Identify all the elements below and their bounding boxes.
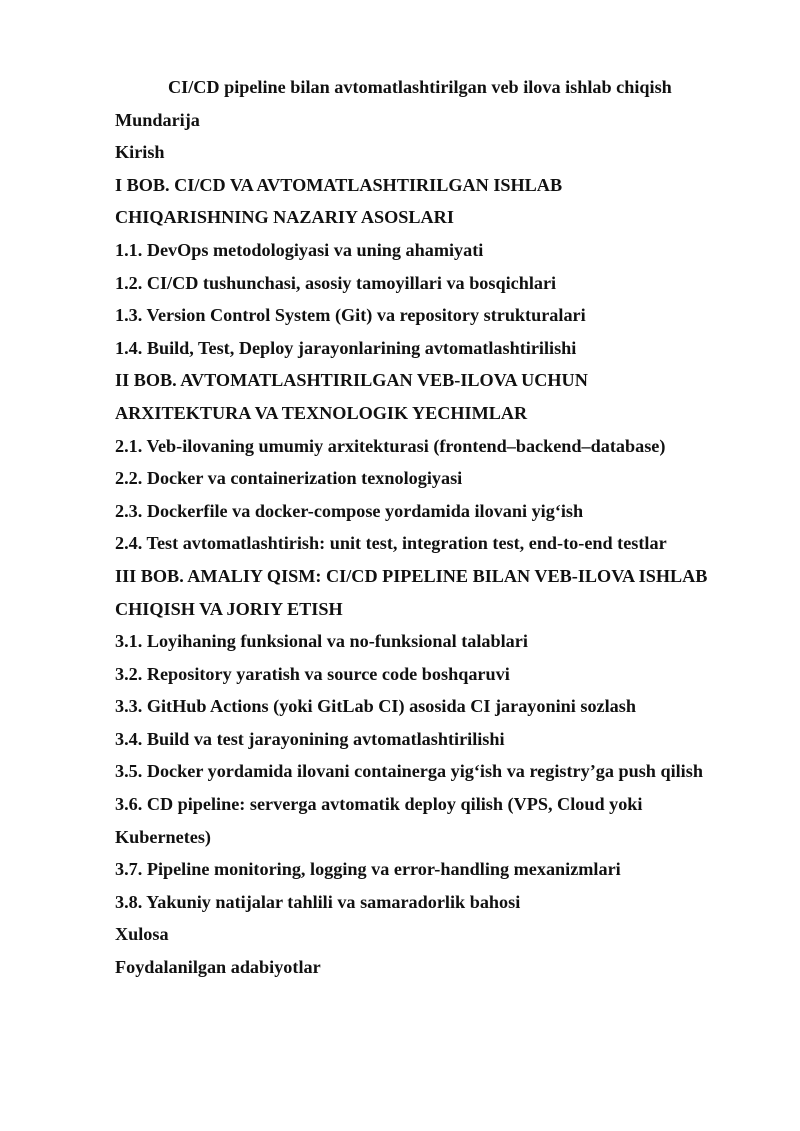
toc-entry-2-2: 2.2. Docker va containerization texnologiyasi bbox=[115, 468, 463, 489]
toc-entry-3-2: 3.2. Repository yaratish va source code boshqaruvi bbox=[115, 663, 510, 684]
toc-entry-3-6-cont: Kubernetes) bbox=[115, 826, 211, 847]
document-title: CI/CD pipeline bilan avtomatlashtirilgan veb ilova ishlab chiqish bbox=[168, 77, 672, 97]
toc-entry-references: Foydalanilgan adabiyotlar bbox=[115, 957, 321, 978]
toc-entry-2-3: 2.3. Dockerfile va docker-compose yordamida ilovani yig‘ish bbox=[115, 500, 584, 521]
toc-entry-3-8: 3.8. Yakuniy natijalar tahlili va samaradorlik bahosi bbox=[115, 891, 521, 912]
toc-entry-3-1: 3.1. Loyihaning funksional va no-funksional talablari bbox=[115, 631, 528, 652]
toc-entry-conclusion: Xulosa bbox=[115, 924, 169, 945]
toc-entry-1-4: 1.4. Build, Test, Deploy jarayonlarining avtomatlashtirilishi bbox=[115, 337, 577, 358]
toc-entry-3-6: 3.6. CD pipeline: serverga avtomatik deploy qilish (VPS, Cloud yoki bbox=[115, 794, 643, 815]
toc-entry-3-3: 3.3. GitHub Actions (yoki GitLab CI) asosida CI jarayonini sozlash bbox=[115, 696, 636, 717]
toc-chapter-1-title: I BOB. CI/CD VA AVTOMATLASHTIRILGAN ISHLAB bbox=[115, 174, 563, 195]
toc-heading: Mundarija bbox=[115, 109, 200, 130]
toc-entry-2-4: 2.4. Test avtomatlashtirish: unit test, integration test, end-to-end testlar bbox=[115, 533, 667, 554]
toc-chapter-1-title-cont: CHIQARISHNING NAZARIY ASOSLARI bbox=[115, 207, 454, 228]
toc-entry-3-4: 3.4. Build va test jarayonining avtomatlashtirilishi bbox=[115, 728, 505, 749]
toc-chapter-2-title-cont: ARXITEKTURA VA TEXNOLOGIK YECHIMLAR bbox=[115, 402, 528, 423]
toc-chapter-2-title: II BOB. AVTOMATLASHTIRILGAN VEB-ILOVA UCHUN bbox=[115, 370, 588, 391]
toc-entry-2-1: 2.1. Veb-ilovaning umumiy arxitekturasi (frontend–backend–database) bbox=[115, 435, 666, 456]
table-of-contents bbox=[115, 71, 755, 984]
toc-chapter-3-title: III BOB. AMALIY QISM: CI/CD PIPELINE BILAN VEB-ILOVA ISHLAB bbox=[115, 565, 708, 586]
toc-entry-1-2: 1.2. CI/CD tushunchasi, asosiy tamoyillari va bosqichlari bbox=[115, 272, 557, 293]
toc-chapter-3-title-cont: CHIQISH VA JORIY ETISH bbox=[115, 598, 343, 619]
toc-entry-3-5: 3.5. Docker yordamida ilovani containerga yig‘ish va registry’ga push qilish bbox=[115, 761, 703, 782]
toc-entry-3-7: 3.7. Pipeline monitoring, logging va error-handling mexanizmlari bbox=[115, 859, 621, 880]
toc-entry-1-1: 1.1. DevOps metodologiyasi va uning ahamiyati bbox=[115, 239, 484, 260]
toc-entry-introduction: Kirish bbox=[115, 142, 165, 163]
toc-entry-1-3: 1.3. Version Control System (Git) va repository strukturalari bbox=[115, 305, 586, 326]
